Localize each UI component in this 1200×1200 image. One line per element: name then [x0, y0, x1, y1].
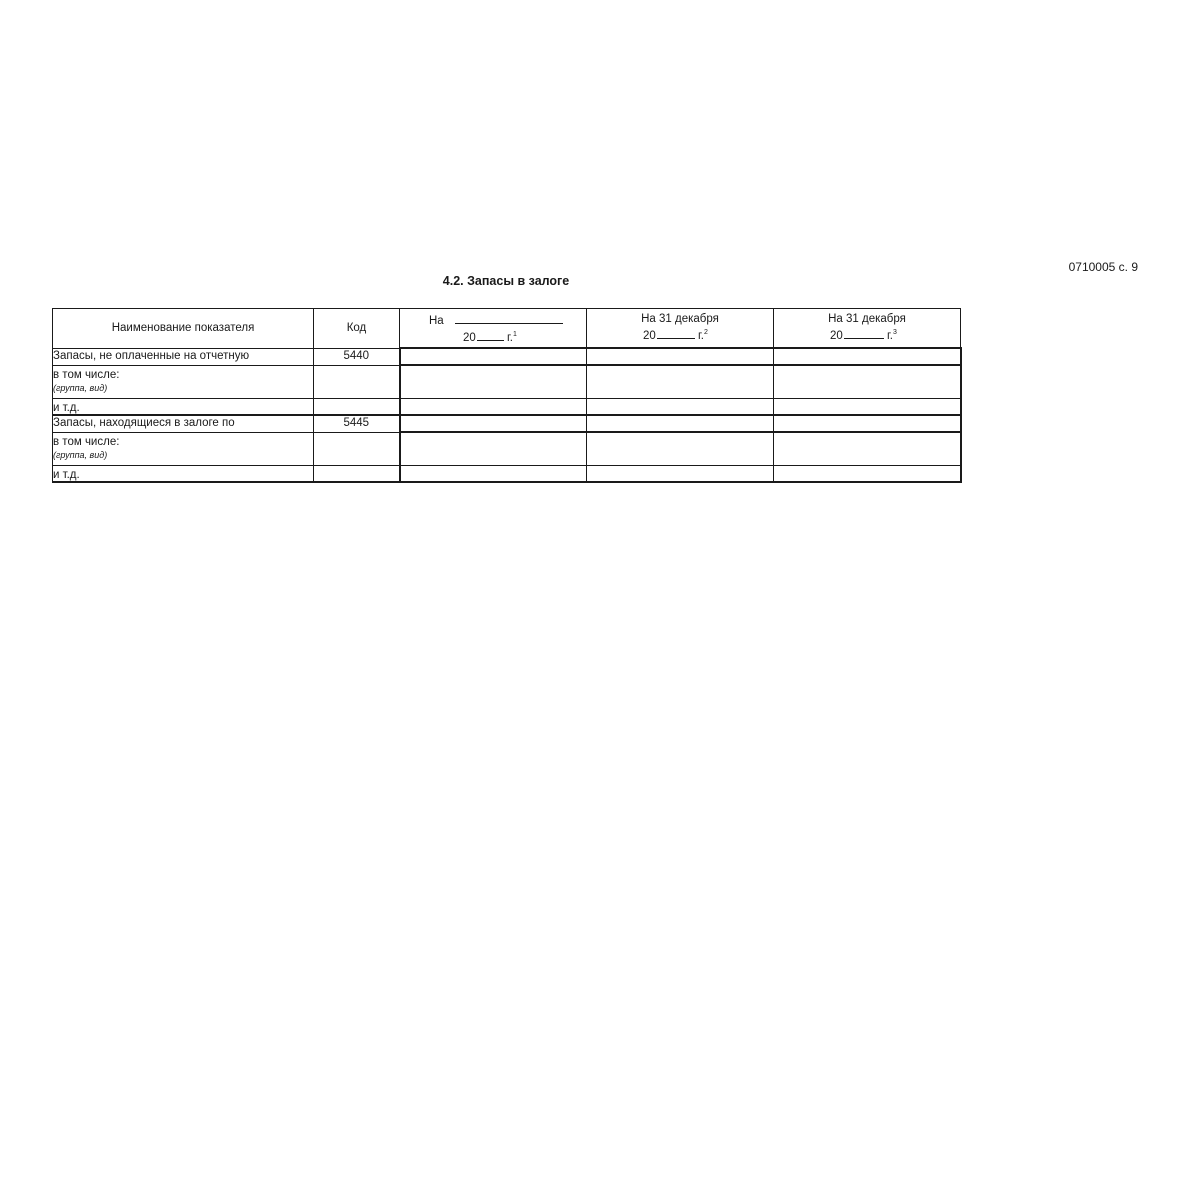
table-row — [53, 432, 961, 466]
value-cell[interactable] — [774, 432, 961, 466]
value-cell[interactable] — [400, 399, 587, 416]
footnote-marker: 1 — [513, 330, 517, 338]
row-note: (группа, вид) — [53, 450, 108, 461]
row-label-text: и т.д. — [53, 401, 80, 414]
value-cell[interactable] — [774, 365, 961, 399]
year-blank-line — [477, 329, 504, 341]
row-label-text: и т.д. — [53, 468, 80, 481]
year-suffix: г. — [698, 330, 704, 342]
value-cell[interactable] — [587, 432, 774, 466]
column-header-indicator: Наименование показателя — [53, 309, 314, 349]
value-cell[interactable] — [587, 415, 774, 432]
row-label — [53, 432, 314, 466]
row-label — [53, 466, 314, 483]
row-note: (группа, вид) — [53, 383, 108, 394]
year-blank-line — [844, 327, 884, 339]
table-row — [53, 466, 961, 483]
column-header-date-3-label: На 31 декабря — [828, 313, 906, 325]
table-row — [53, 415, 961, 432]
row-label-text: в том числе: — [53, 369, 120, 382]
pledged-inventory-table — [52, 308, 962, 483]
row-code — [314, 399, 400, 416]
year-prefix: 20 — [830, 330, 843, 342]
value-cell[interactable] — [400, 348, 587, 365]
column-header-date-1-label: На — [429, 314, 444, 327]
column-header-date-3 — [774, 309, 961, 349]
footnote-marker: 2 — [704, 329, 708, 336]
value-cell[interactable] — [400, 466, 587, 483]
year-suffix: г. — [887, 330, 893, 342]
row-label — [53, 399, 314, 416]
value-cell[interactable] — [400, 432, 587, 466]
value-cell[interactable] — [774, 399, 961, 416]
row-code: 5440 — [314, 348, 400, 365]
table-row — [53, 348, 961, 365]
row-label: Запасы, находящиеся в залоге по — [53, 415, 314, 432]
year-prefix: 20 — [463, 331, 476, 344]
table-row — [53, 399, 961, 416]
table-header-row — [53, 309, 961, 349]
row-label — [53, 365, 314, 399]
row-code — [314, 466, 400, 483]
value-cell[interactable] — [774, 466, 961, 483]
value-cell[interactable] — [587, 399, 774, 416]
column-header-date-1 — [400, 309, 587, 349]
row-code — [314, 365, 400, 399]
row-code — [314, 432, 400, 466]
year-prefix: 20 — [643, 330, 656, 342]
column-header-code: Код — [314, 309, 400, 349]
value-cell[interactable] — [587, 365, 774, 399]
value-cell[interactable] — [400, 365, 587, 399]
value-cell[interactable] — [774, 415, 961, 432]
table-row — [53, 365, 961, 399]
section-title: 4.2. Запасы в залоге — [442, 274, 570, 288]
row-label-text: в том числе: — [53, 436, 120, 449]
year-blank-line — [657, 327, 695, 339]
footnote-marker: 3 — [893, 329, 897, 336]
row-label: Запасы, не оплаченные на отчетную — [53, 348, 314, 365]
value-cell[interactable] — [587, 466, 774, 483]
value-cell[interactable] — [400, 415, 587, 432]
column-header-date-2 — [587, 309, 774, 349]
row-code: 5445 — [314, 415, 400, 432]
date-blank-line — [455, 312, 563, 324]
year-suffix: г. — [507, 331, 513, 344]
value-cell[interactable] — [774, 348, 961, 365]
column-header-date-2-label: На 31 декабря — [641, 313, 719, 325]
value-cell[interactable] — [587, 348, 774, 365]
form-code: 0710005 с. 9 — [1068, 260, 1138, 274]
